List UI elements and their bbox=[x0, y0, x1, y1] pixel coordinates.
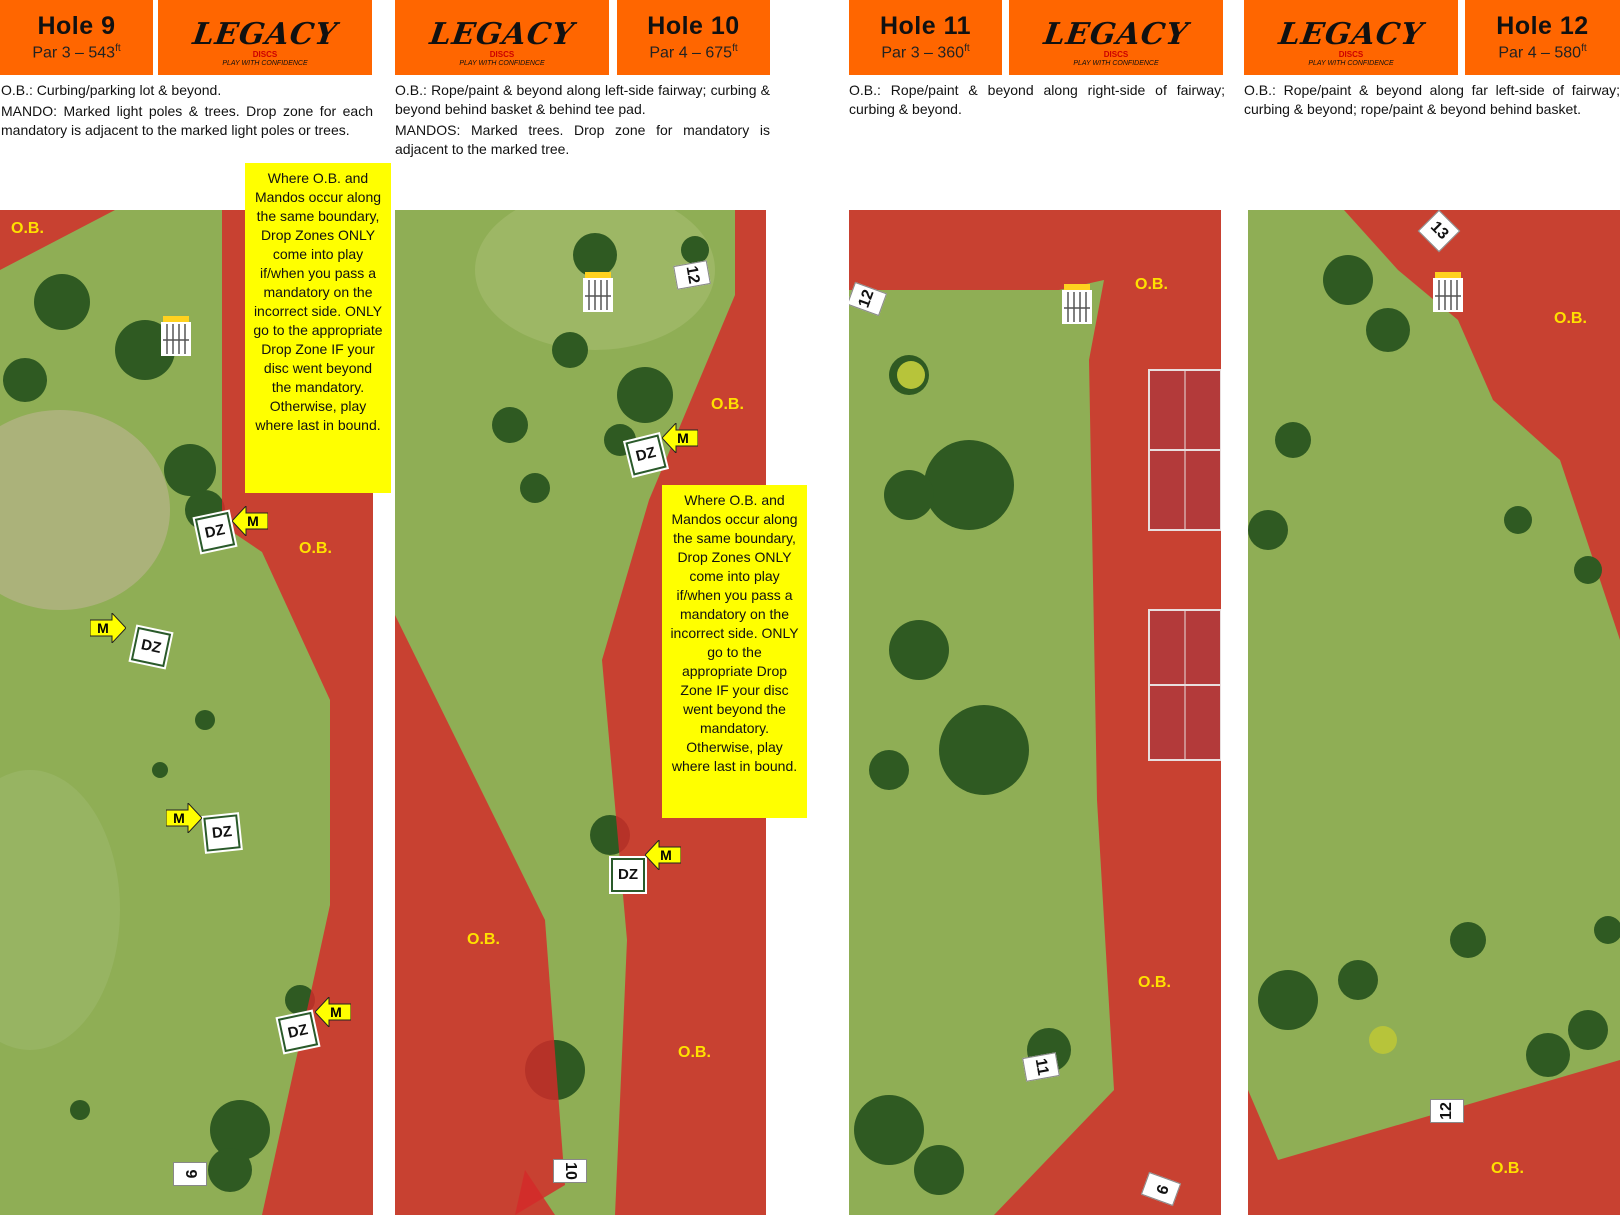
drop-zone-marker: DZ bbox=[278, 1012, 318, 1052]
drop-zone-note: Where O.B. and Mandos occur along the same boundary, Drop Zones ONLY come into play if/when you pass a mandatory on the incorrect side. ONLY go to the appropriate Drop Zone IF your disc went beyond the mandatory. Otherwise, play where last in bound. bbox=[245, 163, 391, 493]
tee-marker: 12 bbox=[673, 260, 711, 290]
svg-text:M: M bbox=[330, 1004, 342, 1020]
hole-11-par: Par $3 - 360^{ft}$ bbox=[881, 43, 970, 62]
svg-text:M: M bbox=[173, 810, 185, 826]
tee-marker: 12 bbox=[1430, 1099, 1464, 1123]
hole-10-description: O.B.: Rope/paint & beyond along left-side fairway; curbing & beyond behind basket & behind tee pad. MANDOS: Marked trees. Drop zone for mandatory is adjacent to the marked tree. bbox=[395, 82, 770, 157]
hole-10-title: Hole 10 bbox=[647, 12, 740, 40]
ob-label: O.B. bbox=[1554, 310, 1587, 327]
legacy-logo: LEGACY DISCS PLAY WITH CONFIDENCE bbox=[395, 0, 609, 75]
hole-10-header bbox=[617, 0, 770, 75]
svg-text:M: M bbox=[660, 847, 672, 863]
tee-marker: 11 bbox=[1022, 1052, 1060, 1082]
ob-label: O.B. bbox=[1491, 1160, 1524, 1177]
legacy-logo: LEGACY DISCS PLAY WITH CONFIDENCE bbox=[158, 0, 372, 75]
legacy-logo: LEGACY DISCS PLAY WITH CONFIDENCE bbox=[1244, 0, 1458, 75]
tee-marker: 9 bbox=[173, 1162, 207, 1186]
hole-12-map-art bbox=[1248, 210, 1620, 1215]
ob-label: O.B. bbox=[299, 540, 332, 557]
svg-text:M: M bbox=[677, 430, 689, 446]
drop-zone-marker: DZ bbox=[131, 627, 171, 667]
ob-label: O.B. bbox=[1135, 276, 1168, 293]
tee-marker: 12 bbox=[849, 282, 887, 316]
hole-9-title: Hole 9 bbox=[37, 12, 116, 40]
ob-label: O.B. bbox=[678, 1044, 711, 1061]
hole-12-header bbox=[1465, 0, 1620, 75]
drop-zone-marker: DZ bbox=[625, 434, 666, 475]
hole-9-description: O.B.: Curbing/parking lot & beyond. MANDO: Marked light poles & trees. Drop zone for each mandatory is adjacent to the marked light poles or trees. bbox=[1, 82, 373, 138]
hole-10-par: Par $4 - 675^{ft}$ bbox=[649, 43, 738, 62]
ob-label: O.B. bbox=[711, 396, 744, 413]
tee-marker: 9 bbox=[1141, 1172, 1181, 1206]
drop-zone-marker: DZ bbox=[611, 858, 645, 892]
hole-12-title: Hole 12 bbox=[1496, 12, 1589, 40]
drop-zone-note: Where O.B. and Mandos occur along the same boundary, Drop Zones ONLY come into play if/when you pass a mandatory on the incorrect side. ONLY go to the appropriate Drop Zone IF your disc went beyond the mandatory. Otherwise, play where last in bound. bbox=[662, 485, 807, 818]
hole-11-title: Hole 11 bbox=[879, 12, 972, 40]
tee-marker: 13 bbox=[1418, 210, 1460, 252]
ob-label: O.B. bbox=[1138, 974, 1171, 991]
hole-11-description: O.B.: Rope/paint & beyond along right-side of fairway; curbing & beyond. bbox=[849, 82, 1225, 117]
hole-11-map bbox=[849, 210, 1221, 1215]
tee-marker: 10 bbox=[553, 1159, 587, 1183]
svg-text:M: M bbox=[247, 513, 259, 529]
legacy-logo: LEGACY DISCS PLAY WITH CONFIDENCE bbox=[1009, 0, 1223, 75]
hole-12-map bbox=[1248, 210, 1620, 1215]
ob-label: O.B. bbox=[467, 931, 500, 948]
hole-9-par: Par $3 - 543^{ft}$ bbox=[32, 43, 121, 62]
drop-zone-marker: DZ bbox=[195, 512, 235, 552]
hole-12-description: O.B.: Rope/paint & beyond along far left-side of fairway; curbing & beyond; rope/paint & beyond behind basket. bbox=[1244, 82, 1620, 117]
ob-label: O.B. bbox=[11, 220, 44, 237]
hole-9-header bbox=[0, 0, 153, 75]
drop-zone-marker: DZ bbox=[203, 814, 240, 851]
hole-12-par: Par $4 - 580^{ft}$ bbox=[1498, 43, 1587, 62]
svg-text:M: M bbox=[97, 620, 109, 636]
hole-11-header bbox=[849, 0, 1002, 75]
